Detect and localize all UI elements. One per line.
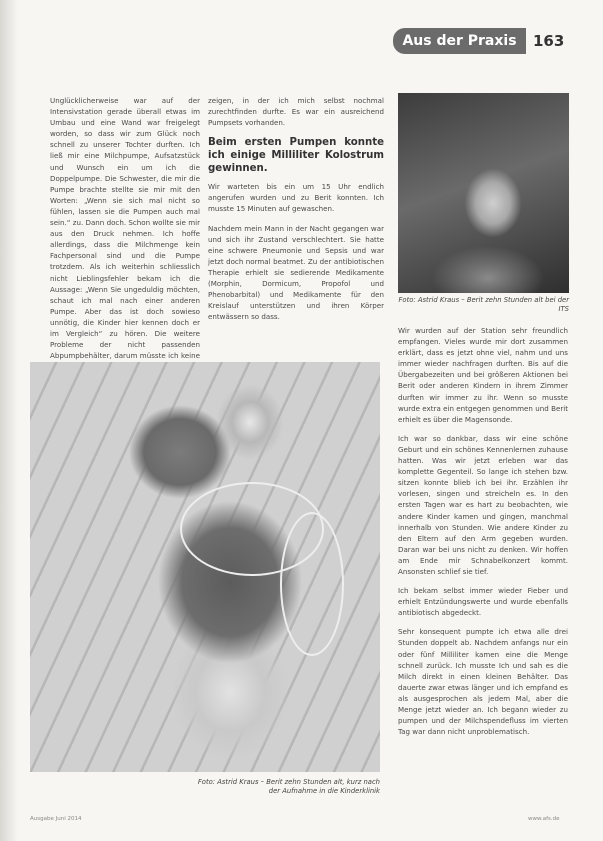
- paragraph: Wir warteten bis ein um 15 Uhr endlich angerufen wurden und zu Berit konnten. Ich musste 15 Minuten auf gewaschen.: [208, 182, 384, 214]
- footer-left: Ausgabe Juni 2014: [30, 816, 82, 822]
- photo-caption: Foto: Astrid Kraus – Berit zehn Stunden alt bei der ITS: [398, 296, 569, 313]
- paragraph: Ich war so dankbar, dass wir eine schöne Geburt und ein schönes Kennenlernen zuhause hatten. Was wir jetzt erleben war das komplette Gegenteil. So lange ich stehen bzw. sitzen konnte blieb ich bei ihr. Erzählen ihr vorlesen, singen und streicheln es. In den ersten Tagen war es hart zu beobachten, wie andere Kinder kamen und gingen, manchmal innerhalb von Stunden. Wie andere Kinder zu den Eltern auf den Arm gegeben wurden. Daran war bei uns nicht zu denken. Wir hoffen am Ende mir Schnabelkonzert kommt. Ansonsten schlief sie tief.: [398, 433, 568, 576]
- paragraph: Sehr konsequent pumpte ich etwa alle drei Stunden doppelt ab. Nachdem anfangs nur ein oder fünf Milliliter kamen eine die Menge schnell zurück. Ich musste Ich und sah es die Milch direkt in einen kleinen Behälter. Das dauerte zwar etwas länger und ich empfand es als ausgesprochen als jedem Mal, aber die Menge jetzt wieder an. Ich begann wieder zu pumpen und der Milchspendefluss im vierten Tag war dann nicht unproblematisch.: [398, 627, 568, 737]
- column-3: [398, 325, 568, 745]
- page-number: 163: [533, 32, 565, 50]
- photo-baby-incubator: [30, 362, 380, 772]
- paragraph: Ich bekam selbst immer wieder Fieber und erhielt Entzündungswerte und wurde ebenfalls antibiotisch abgedeckt.: [398, 586, 568, 618]
- paragraph: Unglücklicherweise war auf der Intensivstation gerade überall etwas im Umbau und eine Wand war freigelegt worden, so dass wir zum Glück noch schnell zu unserer Tochter durften. Ich ließ mir eine Milchpumpe, Aufsatzstück und Wunsch ein um ich die Doppelpumpe. Die Schwester, die mir die Pumpe brachte stellte sie mir mit den Worten: „Wenn sie sich mal nicht so fühlen, lassen sie die Pumpen auch mal sein.“ zu. Dann doch. Schon wollte sie mir aus den Druck nehmen. Ich hoffe allerdings, dass die Milchmenge kein Fachpersonal sind und die Pumpe trotzdem. Als ich weiterhin schliesslich nicht Lieblingsfehler bekam ich die Aussage: „Wenn Sie ungeduldig möchten, schaut ich mal nach einer anderen Pumpe. Aber das ist doch sowieso unnötig, die Kinder hier kennen doch er im Vergleich“ zu hören. Die weitere Probleme der nicht passenden Abpumpbehälter, darum müsste ich keine: [50, 96, 200, 361]
- photo-baby-portrait: [398, 93, 569, 293]
- column-2: [208, 95, 384, 330]
- page-edge-shadow: [0, 0, 18, 841]
- paragraph: Nachdem mein Mann in der Nacht gegangen war und sich ihr Zustand verschlechtert. Sie hatte eine schwere Pneumonie und Sepsis und war jetzt doch normal beatmet. Zu der antibiotischen Therapie erhielt sie sedierende Medikamente (Morphin, Dormicum, Propofol und Phenobarbital) und Medikamente für den Kreislauf unterstützen und ihren Körper entwässern so dass.: [208, 223, 384, 322]
- subheading: Beim ersten Pumpen konnte ich einige Milliliter Kolostrum gewinnen.: [208, 137, 384, 175]
- column-1: [50, 95, 200, 391]
- footer-right: www.afs.de: [528, 816, 560, 822]
- paragraph: zeigen, in der ich mich selbst nochmal zurechtfinden durfte. Es war ein ausreichend Pumpsets vorhanden.: [208, 96, 384, 128]
- photo-caption: Foto: Astrid Kraus – Berit zehn Stunden alt, kurz nach der Aufnahme in die Kinderklinik: [197, 778, 380, 795]
- paragraph: Wir wurden auf der Station sehr freundlich empfangen. Vieles wurde mir dort zusammen erklärt, dass es jetzt ohne viel, nahm und uns immer wieder nachfragen durften. Bis auf die Übergabezeiten und bei größeren Aktionen bei Berit oder anderen Kindern in ihrem Zimmer durften wir immer zu ihr. Wenn so musste wurde extra ein entgegen genommen und Berit erhielt es über die Magensonde.: [398, 326, 568, 424]
- section-tab: Aus der Praxis: [393, 28, 526, 54]
- cable-line: [280, 512, 344, 656]
